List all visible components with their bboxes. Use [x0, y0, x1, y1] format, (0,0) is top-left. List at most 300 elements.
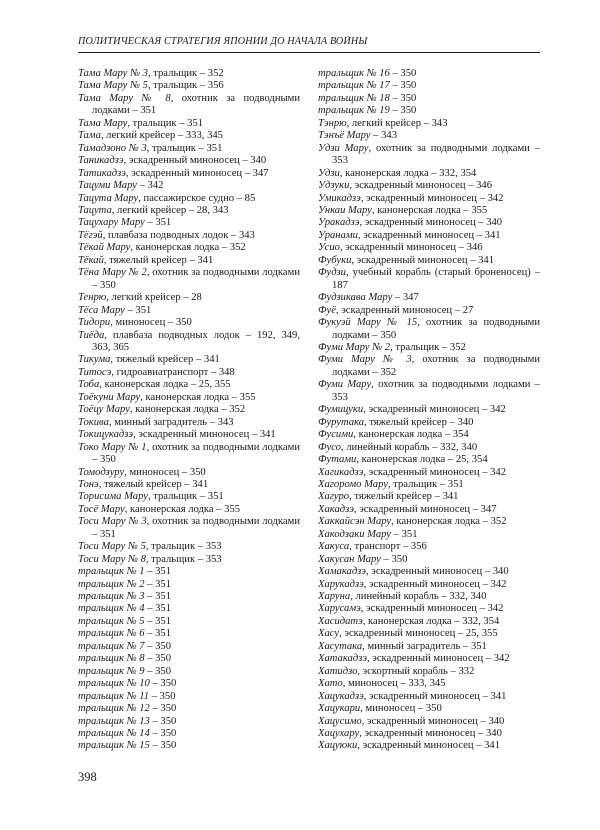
ship-name: Тёкай Мару	[78, 242, 131, 254]
index-entry	[318, 242, 540, 254]
ship-name: Хаккайсэн Мару	[318, 516, 392, 528]
index-entry	[318, 404, 540, 416]
index-entry	[78, 130, 300, 142]
ship-name: Фубуки	[318, 254, 352, 266]
ship-name: Футами	[318, 454, 357, 466]
index-entry	[318, 105, 540, 117]
index-entry	[78, 541, 300, 553]
ship-name: Тамадзоно № 3	[78, 142, 147, 154]
entry-description: – 343	[370, 130, 397, 142]
entry-description: – 347	[392, 292, 419, 304]
index-entry	[78, 93, 300, 118]
ship-name: Тоси Мару № 5	[78, 541, 146, 553]
ship-name: Уранами	[318, 229, 358, 241]
index-entry	[78, 392, 300, 404]
entry-description: , тяжелый крейсер – 341	[98, 478, 209, 490]
entry-description: , тральщик – 352	[390, 341, 466, 353]
ship-name: Фукуэй Мару № 15	[318, 317, 418, 329]
index-entry	[318, 80, 540, 92]
index-entry	[78, 305, 300, 317]
entry-description: – 351	[144, 217, 172, 229]
index-entry	[78, 516, 300, 541]
index-entry	[78, 118, 300, 130]
index-entry	[78, 691, 300, 703]
index-entry	[318, 703, 540, 715]
entry-description: , эскадренный миноносец – 27	[335, 304, 474, 316]
ship-name: Токо Мару № 1	[78, 441, 147, 453]
entry-description: , эскадренный миноносец – 340	[359, 217, 503, 229]
entry-description: , эскадренный миноносец – 341	[363, 690, 507, 702]
index-entry	[318, 716, 540, 728]
index-entry	[78, 603, 300, 615]
index-entry	[78, 429, 300, 441]
ship-name: Тама Мару № 3	[78, 68, 148, 79]
ship-name: тральщик № 16	[318, 68, 390, 79]
ship-name: Фудзи	[318, 267, 346, 279]
ship-name: тральщик № 4	[78, 603, 145, 615]
index-entry	[318, 417, 540, 429]
ship-name: Тёгэй	[78, 229, 103, 241]
entry-description: – 350	[149, 715, 177, 727]
entry-description: , минный заградитель – 351	[362, 640, 487, 652]
index-entry	[78, 205, 300, 217]
index-entry	[318, 193, 540, 205]
entry-description: , плавбаза подводных лодок – 343	[102, 229, 255, 241]
index-entry	[318, 653, 540, 665]
entry-description: , эскортный корабль – 332	[357, 665, 475, 677]
index-entry	[318, 292, 540, 304]
entry-description: , легкий крейсер – 343	[346, 117, 448, 129]
entry-description: , эскадренный миноносец – 341	[133, 429, 276, 441]
index-entry	[78, 628, 300, 640]
ship-name: Тацухару Мару	[78, 217, 145, 229]
entry-description: , линейный корабль – 332, 340	[350, 591, 487, 603]
entry-description: – 350	[389, 80, 417, 92]
index-entry	[78, 367, 300, 379]
index-entry	[78, 217, 300, 229]
entry-description: , тяжелый крейсер – 341	[103, 254, 214, 266]
entry-description: , охотник за подводными лодками – 353	[332, 142, 540, 167]
entry-description: , канонерская лодка – 25, 354	[356, 454, 488, 466]
index-entry	[318, 691, 540, 703]
index-entry	[318, 379, 540, 404]
index-entry	[78, 728, 300, 740]
ship-name: Тама Мару № 5	[78, 80, 148, 92]
index-entry	[78, 504, 300, 516]
index-entry	[78, 242, 300, 254]
ship-name: Тиёда	[78, 329, 105, 341]
entry-description: , тральщик – 351	[387, 478, 464, 490]
entry-description: , эскадренный миноносец – 342	[363, 404, 506, 416]
index-entry	[318, 740, 540, 752]
entry-description: , канонерская лодка – 25, 355	[99, 379, 231, 391]
index-entry	[318, 529, 540, 541]
entry-description: , эскадренный миноносец – 340	[359, 728, 502, 740]
ship-name: тральщик № 13	[78, 715, 150, 727]
entry-description: , эскадренный миноносец – 341	[357, 229, 501, 241]
index-entry	[318, 118, 540, 130]
index-entry	[78, 491, 300, 503]
entry-description: , эскадренный миноносец – 342	[363, 466, 507, 478]
ship-name: тральщик № 19	[318, 105, 390, 117]
ship-name: Хатакадзэ	[318, 653, 367, 665]
index-entry	[78, 442, 300, 467]
entry-description: , миноносец – 350	[360, 703, 442, 715]
entry-description: , транспорт – 356	[349, 541, 427, 553]
ship-name: Фуё	[318, 304, 336, 316]
ship-name: Тоси Мару № 3	[78, 516, 147, 528]
ship-name: тральщик № 10	[78, 678, 150, 690]
ship-name: Фуми Мару	[318, 379, 372, 391]
entry-description: , миноносец – 350	[124, 466, 206, 478]
entry-description: , эскадренный миноносец – 341	[357, 740, 501, 752]
index-entry	[318, 68, 540, 80]
entry-description: , эскадренный миноносец – 340	[361, 715, 505, 727]
index-entry	[78, 330, 300, 355]
ship-name: тральщик № 14	[78, 728, 150, 740]
ship-name: Хамакадзэ	[318, 566, 366, 578]
index-entry	[318, 579, 540, 591]
entry-description: , эскадренный миноносец – 340	[365, 566, 509, 578]
entry-description: – 351	[124, 304, 152, 316]
entry-description: – 350	[144, 665, 172, 677]
index-entry	[318, 541, 540, 553]
entry-description: , эскадренный миноносец – 347	[353, 503, 497, 515]
index-entry	[318, 454, 540, 466]
index-entry	[318, 255, 540, 267]
ship-name: Фусими	[318, 429, 354, 441]
ship-name: Тэнъё Мару	[318, 130, 371, 142]
index-entry	[318, 566, 540, 578]
index-entry	[78, 616, 300, 628]
index-entry	[318, 591, 540, 603]
ship-name: Тонэ	[78, 478, 99, 490]
ship-name: Хацукадзэ	[318, 690, 364, 702]
index-entry	[78, 716, 300, 728]
entry-description: , минный заградитель – 343	[108, 416, 234, 428]
entry-description: – 351	[144, 615, 172, 627]
index-entry	[318, 666, 540, 678]
ship-name: Татикадзэ	[78, 167, 126, 179]
ship-name: Хато	[318, 678, 343, 690]
index-entry	[318, 354, 540, 379]
index-entry	[318, 467, 540, 479]
ship-name: Тама Мару № 8	[78, 92, 171, 104]
entry-description: , охотник за подводными лодками – 350	[92, 441, 300, 466]
ship-name: Тацуми Мару	[78, 180, 137, 192]
index-entry	[318, 143, 540, 168]
ship-name: Тикума	[78, 354, 111, 366]
index-entry	[78, 678, 300, 690]
entry-description: , тральщик – 351	[146, 142, 223, 154]
index-entry	[318, 678, 540, 690]
entry-description: – 351	[144, 603, 172, 615]
ship-name: Тоёкуни Мару	[78, 391, 141, 403]
ship-name: Тосё Мару	[78, 503, 125, 515]
entry-description: , канонерская лодка – 355	[124, 503, 241, 515]
index-entry	[78, 255, 300, 267]
entry-description: , тяжелый крейсер – 340	[364, 416, 474, 428]
index-entry	[78, 467, 300, 479]
index-entry	[78, 180, 300, 192]
ship-name: Тоба	[78, 379, 100, 391]
index-entry	[318, 554, 540, 566]
index-entry	[78, 354, 300, 366]
ship-name: Хакадзэ	[318, 503, 354, 515]
index-entry	[318, 217, 540, 229]
entry-description: , канонерская лодка – 355	[140, 391, 256, 403]
ship-name: Тацута	[78, 204, 112, 216]
ship-name: Тидори	[78, 317, 111, 329]
entry-description: , тяжелый крейсер – 341	[110, 354, 220, 366]
entry-description: , плавбаза подводных лодок – 192, 349, 363, 365	[92, 329, 300, 353]
entry-description: – 350	[149, 728, 177, 740]
entry-description: , тральщик – 351	[147, 491, 224, 503]
entry-description: , тральщик – 352	[147, 68, 224, 79]
index-entry	[78, 155, 300, 167]
entry-description: , канонерская лодка – 332, 354	[362, 615, 500, 627]
entry-description: , легкий крейсер – 28	[106, 292, 202, 304]
header-rule	[78, 52, 540, 53]
index-entry	[78, 168, 300, 180]
ship-name: Хагуро	[318, 491, 350, 503]
index-entry	[78, 230, 300, 242]
ship-name: Титосэ	[78, 366, 112, 378]
entry-description: , тральщик – 353	[145, 553, 222, 565]
ship-name: Хакодзаки Мару	[318, 528, 391, 540]
entry-description: , гидроавиатранспорт – 348	[111, 366, 235, 378]
entry-description: – 350	[380, 553, 408, 565]
index-entry	[318, 616, 540, 628]
index-entry	[318, 603, 540, 615]
entry-description: , миноносец – 350	[110, 317, 192, 329]
index-entry	[78, 666, 300, 678]
entry-description: , канонерская лодка – 354	[353, 429, 469, 441]
index-entry	[318, 180, 540, 192]
index-entry	[318, 342, 540, 354]
ship-name: Тоси Мару № 8	[78, 553, 146, 565]
ship-name: тральщик № 9	[78, 665, 145, 677]
entry-description: , тяжелый крейсер – 341	[349, 491, 459, 503]
index-entry	[78, 653, 300, 665]
index-entry	[318, 317, 540, 342]
entry-description: , миноносец – 333, 345	[342, 678, 446, 690]
entry-description: , охотник за подводными лодками – 351	[92, 92, 300, 117]
ship-name: Харукадзэ	[318, 578, 364, 590]
index-entry	[318, 728, 540, 740]
ship-name: Фумицуки	[318, 404, 364, 416]
entry-description: , канонерская лодка – 352	[130, 242, 246, 254]
entry-description: – 350	[389, 92, 417, 104]
ship-name: Тёна Мару № 2	[78, 267, 147, 279]
ship-name: Токицукадзэ	[78, 429, 134, 441]
index-entry	[318, 504, 540, 516]
entry-description: , эскадренный миноносец – 342	[367, 653, 510, 665]
ship-name: Фудзикава Мару	[318, 292, 393, 304]
ship-name: тральщик № 6	[78, 628, 145, 640]
ship-name: Харуна	[318, 591, 351, 603]
index-entry	[318, 516, 540, 528]
ship-name: Тёса Мару	[78, 304, 125, 316]
index-entry	[78, 267, 300, 292]
entry-description: , охотник за подводными лодками – 352	[332, 354, 541, 378]
ship-name: тральщик № 5	[78, 615, 145, 627]
entry-description: , тральщик – 356	[147, 80, 224, 92]
ship-name: Тама	[78, 130, 101, 142]
ship-name: Тёкай	[78, 254, 104, 266]
running-header: ПОЛИТИЧЕСКАЯ СТРАТЕГИЯ ЯПОНИИ ДО НАЧАЛА ВОЙНЫ	[78, 36, 368, 47]
ship-name: тральщик № 1	[78, 566, 145, 578]
index-entry	[78, 379, 300, 391]
ship-name: Хацукари	[318, 703, 361, 715]
entry-description: , тральщик – 351	[127, 117, 204, 129]
ship-name: Удзи	[318, 167, 340, 179]
entry-description: , эскадренный миноносец – 25, 355	[339, 628, 498, 640]
ship-name: Хацуюки	[318, 740, 358, 752]
entry-description: – 350	[149, 703, 177, 715]
entry-description: – 350	[149, 678, 177, 690]
index-entry	[78, 479, 300, 491]
entry-description: , канонерская лодка – 352	[129, 404, 246, 416]
index-entry	[78, 404, 300, 416]
ship-name: Ункаи Мару	[318, 204, 372, 216]
index-entry	[78, 703, 300, 715]
index-entry	[318, 168, 540, 180]
ship-name: тральщик № 8	[78, 653, 145, 665]
entry-description: – 351	[144, 566, 172, 578]
entry-description: – 351	[144, 578, 172, 590]
ship-name: Тенрю	[78, 292, 107, 304]
index-entry	[78, 591, 300, 603]
entry-description: , легкий крейсер – 333, 345	[100, 130, 223, 142]
ship-name: Томодзуру	[78, 466, 125, 478]
index-column-left	[78, 68, 300, 753]
ship-name: Токива	[78, 416, 109, 428]
index-entry	[318, 93, 540, 105]
ship-name: Фурутака	[318, 416, 365, 428]
entry-description: , легкий крейсер – 28, 343	[111, 204, 229, 216]
ship-name: тральщик № 17	[318, 80, 390, 92]
entry-description: , эскадренный миноносец – 346	[339, 242, 483, 254]
ship-name: Таникадзэ	[78, 155, 124, 167]
entry-description: , охотник за подводными лодками – 350	[92, 267, 300, 291]
ship-name: Харусамэ	[318, 603, 361, 615]
ship-name: тральщик № 15	[78, 740, 150, 752]
ship-name: Тоёцу Мару	[78, 404, 130, 416]
ship-name: тральщик № 3	[78, 591, 145, 603]
entry-description: – 350	[389, 105, 417, 117]
index-entry	[78, 641, 300, 653]
index-entry	[318, 130, 540, 142]
ship-name: Фуми Мару № 3	[318, 354, 412, 366]
index-entry	[78, 80, 300, 92]
index-entry	[318, 491, 540, 503]
index-column-right	[318, 68, 540, 753]
entry-description: , тральщик – 353	[145, 541, 222, 553]
ship-name: Хакусан Мару	[318, 553, 381, 565]
ship-name: тральщик № 18	[318, 92, 390, 104]
entry-description: , эскадренный миноносец – 342	[360, 192, 504, 204]
entry-description: – 351	[144, 591, 172, 603]
index-entry	[78, 740, 300, 752]
ship-name: Хагоромо Мару	[318, 478, 388, 490]
entry-description: – 350	[389, 68, 417, 79]
entry-description: – 351	[144, 628, 172, 640]
ship-name: Торисима Мару	[78, 491, 148, 503]
ship-name: Хацухару	[318, 728, 360, 740]
ship-name: Хасу	[318, 628, 340, 640]
entry-description: , эскадренный миноносец – 341	[351, 254, 495, 266]
entry-description: , охотник за подводными лодками – 353	[332, 379, 540, 403]
ship-name: Хагикадзэ	[318, 466, 364, 478]
ship-name: Тацута Мару	[78, 192, 139, 204]
entry-description: , эскадренный миноносец – 347	[125, 167, 269, 179]
index-entry	[318, 429, 540, 441]
ship-name: Хатидзо	[318, 665, 358, 677]
ship-name: Умикадзэ	[318, 192, 361, 204]
ship-name: тральщик № 12	[78, 703, 150, 715]
index-entry	[318, 205, 540, 217]
ship-name: Фусо	[318, 441, 341, 453]
entry-description: – 342	[136, 180, 164, 192]
index-entry	[318, 628, 540, 640]
index-entry	[318, 305, 540, 317]
index-entry	[318, 641, 540, 653]
entry-description: , эскадренный миноносец – 342	[363, 578, 507, 590]
index-entry	[78, 68, 300, 80]
entry-description: – 350	[149, 740, 177, 752]
entry-description: , канонерская лодка – 352	[391, 516, 507, 528]
ship-name: Удзуки	[318, 180, 350, 192]
index-entry	[318, 479, 540, 491]
ship-name: Хасутака	[318, 640, 363, 652]
index-entry	[78, 417, 300, 429]
entry-description: – 350	[144, 653, 172, 665]
ship-name: Тама Мару	[78, 117, 128, 129]
index-entry	[78, 143, 300, 155]
entry-description: , охотник за подводными лодками – 351	[92, 516, 300, 540]
ship-name: Хацусимо	[318, 715, 362, 727]
entry-description: , линейный корабль – 332, 340	[340, 441, 478, 453]
index-entry	[318, 230, 540, 242]
ship-name: тральщик № 11	[78, 690, 150, 702]
ship-name: тральщик № 2	[78, 578, 145, 590]
index-entry	[318, 267, 540, 292]
ship-name: Хасидатэ	[318, 615, 363, 627]
entry-description: , эскадренный миноносец – 340	[123, 155, 267, 167]
ship-name: Усио	[318, 242, 340, 254]
ship-name: Тэнрю	[318, 117, 347, 129]
entry-description: , канонерская лодка – 355	[371, 204, 488, 216]
index-entry	[78, 566, 300, 578]
index-entry	[78, 292, 300, 304]
ship-name: Уракадзэ	[318, 217, 360, 229]
entry-description: , эскадренный миноносец – 342	[360, 603, 504, 615]
entry-description: – 350	[144, 640, 172, 652]
ship-name: Удзи Мару	[318, 142, 369, 154]
ship-name: тральщик № 7	[78, 640, 145, 652]
entry-description: , канонерская лодка – 332, 354	[339, 167, 477, 179]
index-entry	[78, 317, 300, 329]
index-entry	[78, 193, 300, 205]
entry-description: , учебный корабль (старый броненосец) – 187	[332, 267, 540, 291]
ship-name: Хакуса	[318, 541, 350, 553]
entry-description: , охотник за подводными лодками – 350	[332, 317, 540, 341]
entry-description: , эскадренный миноносец – 346	[349, 180, 493, 192]
page-number: 398	[78, 770, 97, 784]
index-entry	[318, 442, 540, 454]
index-entry	[78, 554, 300, 566]
